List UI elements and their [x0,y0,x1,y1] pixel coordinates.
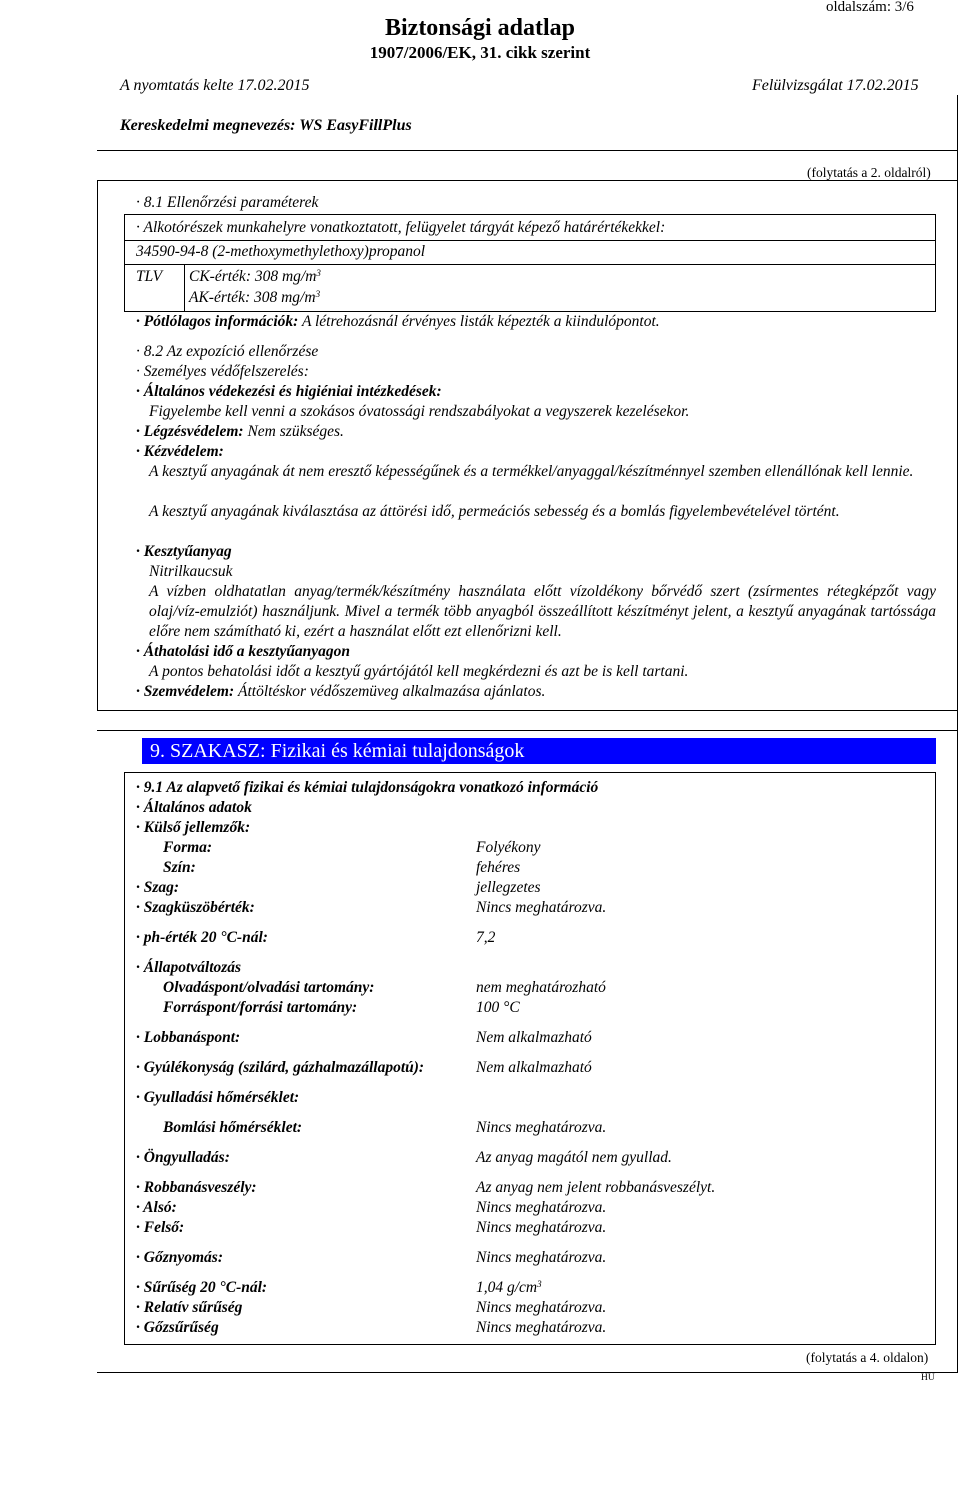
eye-protection: · Szemvédelem: Áttöltéskor védőszemüveg alkalmazása ajánlatos. [136,683,546,700]
property-value: jellegzetes [476,879,541,896]
penetration-time-text: A pontos behatolási időt a kesztyű gyártójától kell megkérdezni és azt be is kell tartani. [149,663,689,680]
respiratory-protection: · Légzésvédelem: Nem szükséges. [136,423,344,440]
substance-name: 34590-94-8 (2-methoxymethylethoxy)propanol [136,243,426,260]
glove-material-label: · Kesztyűanyag [136,543,232,560]
property-value: Folyékony [476,839,541,856]
property-label: · Szag: [136,879,180,896]
property-label: · Gőzsűrűség [136,1319,219,1336]
property-label: · Öngyulladás: [136,1149,230,1166]
appearance-label: · Külső jellemzők: [136,819,251,836]
components-heading: · Alkotórészek munkahelyre vonatkoztatott, felügyelet tárgyát képező határértékekkel: [136,219,666,236]
property-label: · Felső: [136,1219,185,1236]
general-measures-label: · Általános védekezési és higiéniai intézkedések: [136,383,442,400]
document-subtitle: 1907/2006/EK, 31. cikk szerint [369,43,591,62]
hand-protection-label: · Kézvédelem: [136,443,224,460]
property-value: Nincs meghatározva. [476,899,607,916]
glove-material: Nitrilkaucsuk [149,563,233,580]
property-label: · Állapotváltozás [136,959,242,976]
ak-value: AK-érték: 308 $mg/m^3$ [189,289,321,306]
property-label: · Robbanásveszély: [136,1179,257,1196]
property-label: Olvadáspont/olvadási tartomány: [163,979,375,996]
property-label: · Gőznyomás: [136,1249,223,1266]
property-value: 100 °C [476,999,520,1016]
hand-protection-p1: A kesztyű anyagának át nem eresztő képességűnek és a termékkel/anyaggal/készítménnyel szemben ellenállónak kell lennie. [149,463,914,480]
section-8-2-heading: · 8.2 Az expozíció ellenőrzése [136,343,319,360]
personal-protection: · Személyes védőfelszerelés: [136,363,309,380]
section-8-1-heading: · 8.1 Ellenőrzési paraméterek [136,194,319,211]
continued-from: (folytatás a 2. oldalról) [807,165,931,180]
penetration-time-label: · Áthatolási idő a kesztyűanyagon [136,643,351,660]
page-number: oldalszám: 3/6 [826,0,914,15]
property-value: Nincs meghatározva. [476,1199,607,1216]
property-value: Nincs meghatározva. [476,1219,607,1236]
property-value: Nincs meghatározva. [476,1119,607,1136]
section-9-top-rule [97,730,958,731]
property-value: 7,2 [476,929,496,946]
property-value: Nincs meghatározva. [476,1319,607,1336]
property-value: Az anyag magától nem gyullad. [476,1149,672,1166]
hand-protection-p2: A kesztyű anyagának kiválasztása az áttörési idő, permeációs sebesség és a bomlás figyelembevételével történt. [149,503,840,520]
property-label: · ph-érték 20 °C-nál: [136,929,268,946]
document-title: Biztonsági adatlap [384,15,576,41]
property-value: Nem alkalmazható [476,1059,592,1076]
section-9-title: 9. SZAKASZ: Fizikai és kémiai tulajdonságok [150,740,525,762]
section-9-1-heading: · 9.1 Az alapvető fizikai és kémiai tulajdonságokra vonatkozó információ [136,779,599,796]
ck-value: CK-érték: 308 $mg/m^3$ [189,268,321,285]
property-label: Forma: [163,839,213,856]
table-line-2 [124,264,936,265]
property-value: 1,04 $g/cm^3$ [476,1279,542,1296]
tlv-label: TLV [136,268,163,285]
property-value: nem meghatározható [476,979,606,996]
table-line-1 [124,240,936,241]
review-date: Felülvizsgálat 17.02.2015 [752,77,919,94]
cube-superscript: 3 [537,1279,542,1289]
property-label: · Alsó: [136,1199,177,1216]
glove-material-text: A vízben oldhatatlan anyag/termék/készítmény használata előtt vízoldékony bőrvédő szert (zsírmentes rétegképzőt vagy olaj/víz-emulziót) használjunk. Mivel a termék több anyagból összeállított készítményt jelent, a kesztyű anyagának tartóssága előre nem számítható ki, ezért a használat előtt ezt ellenőrizni kell. [149,583,936,640]
property-value: Nincs meghatározva. [476,1299,607,1316]
table-divider [184,264,185,312]
language-code: HU [921,1373,935,1383]
continued-to: (folytatás a 4. oldalon) [806,1350,929,1365]
property-value: Az anyag nem jelent robbanásveszélyt. [476,1179,716,1196]
property-label: · Gyulladási hőmérséklet: [136,1089,300,1106]
property-value: Nincs meghatározva. [476,1249,607,1266]
additional-info: · Pótlólagos információk: A létrehozásnál érvényes listák képezték a kiindulópontot. [136,313,660,330]
property-label: · Sűrűség 20 °C-nál: [136,1279,268,1296]
footer-rule [97,1372,958,1373]
property-value: fehéres [476,859,521,876]
property-label: · Szagküszöbérték: [136,899,255,916]
general-data-label: · Általános adatok [136,799,252,816]
property-label: · Gyúlékonyság (szilárd, gázhalmazállapotú): [136,1059,425,1076]
property-label: · Lobbanáspont: [136,1029,241,1046]
property-label: Bomlási hőmérséklet: [163,1119,303,1136]
product-name: Kereskedelmi megnevezés: WS EasyFillPlus [120,117,412,134]
property-label: · Relatív sűrűség [136,1299,243,1316]
property-value: Nem alkalmazható [476,1029,592,1046]
general-measures-text: Figyelembe kell venni a szokásos óvatossági rendszabályokat a vegyszerek kezelésekor. [149,403,690,420]
property-label: Forráspont/forrási tartomány: [163,999,358,1016]
header-rule [97,150,958,151]
property-label: Szín: [163,859,196,876]
print-date: A nyomtatás kelte 17.02.2015 [120,77,310,94]
